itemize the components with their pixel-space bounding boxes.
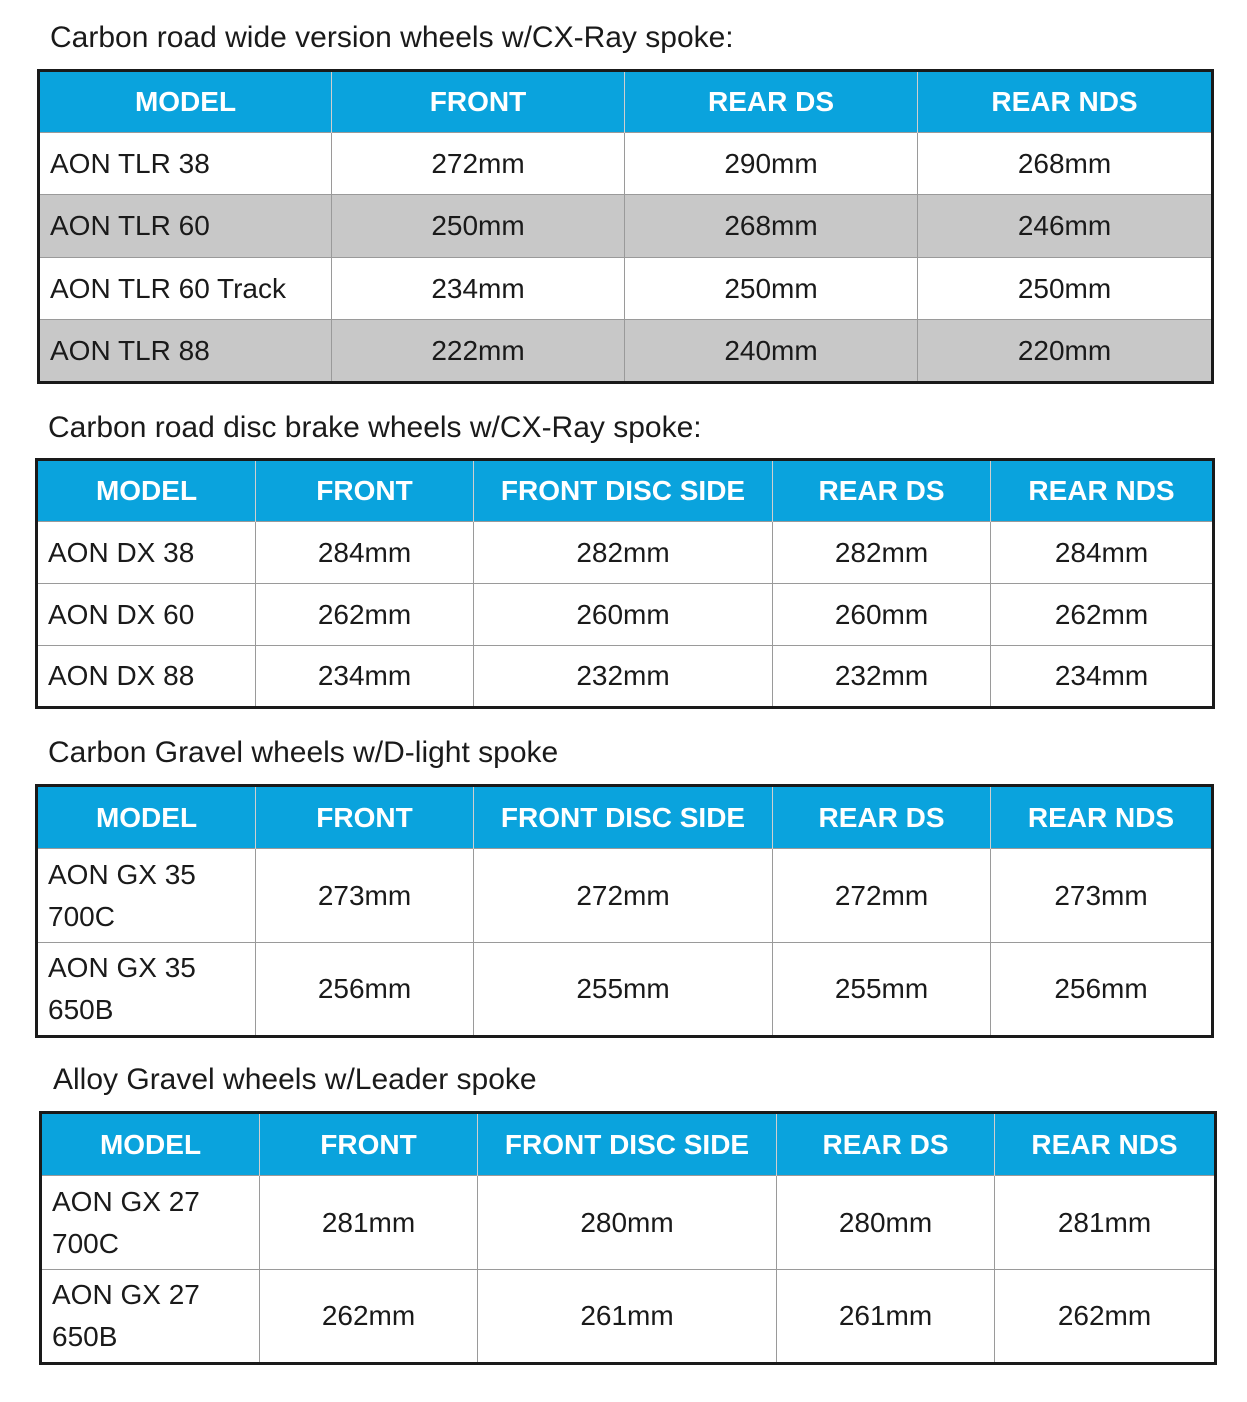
cell-rear-ds: 290mm bbox=[625, 133, 918, 195]
table-row bbox=[37, 943, 1213, 1037]
cell-model: AON TLR 60 Track bbox=[39, 258, 332, 320]
cell-rear-ds: 261mm bbox=[777, 1270, 995, 1364]
table-row bbox=[39, 133, 1213, 195]
col-header-model: MODEL bbox=[37, 460, 256, 522]
cell-rear-nds: 284mm bbox=[991, 522, 1214, 584]
cell-rear-nds: 273mm bbox=[991, 849, 1213, 943]
cell-rear-ds: 232mm bbox=[773, 646, 991, 708]
cell-front-disc-side: 280mm bbox=[478, 1176, 777, 1270]
section-title-alloy-gravel: Alloy Gravel wheels w/Leader spoke bbox=[53, 1063, 537, 1096]
table-row bbox=[39, 258, 1213, 320]
cell-rear-ds: 255mm bbox=[773, 943, 991, 1037]
table-row bbox=[37, 849, 1213, 943]
cell-model: AON TLR 38 bbox=[39, 133, 332, 195]
table-row bbox=[41, 1270, 1216, 1364]
cell-front: 281mm bbox=[260, 1176, 478, 1270]
cell-front-disc-side: 260mm bbox=[474, 584, 773, 646]
cell-model: AON TLR 60 bbox=[39, 195, 332, 258]
model-name: AON GX 35 bbox=[48, 952, 196, 983]
cell-model bbox=[41, 1176, 260, 1270]
cell-front: 273mm bbox=[256, 849, 474, 943]
col-header-model: MODEL bbox=[37, 786, 256, 849]
col-header-front-disc-side: FRONT DISC SIDE bbox=[478, 1113, 777, 1176]
cell-rear-nds: 220mm bbox=[918, 320, 1213, 383]
table-row bbox=[37, 584, 1214, 646]
col-header-front-disc-side: FRONT DISC SIDE bbox=[474, 786, 773, 849]
table-header-row bbox=[37, 460, 1214, 522]
cell-model: AON TLR 88 bbox=[39, 320, 332, 383]
table-row bbox=[41, 1176, 1216, 1270]
cell-rear-ds: 282mm bbox=[773, 522, 991, 584]
cell-model: AON DX 60 bbox=[37, 584, 256, 646]
col-header-front-disc-side: FRONT DISC SIDE bbox=[474, 460, 773, 522]
cell-model: AON DX 38 bbox=[37, 522, 256, 584]
col-header-rear-nds: REAR NDS bbox=[991, 786, 1213, 849]
cell-rear-nds: 268mm bbox=[918, 133, 1213, 195]
model-size: 700C bbox=[48, 900, 115, 932]
table-carbon-road-wide bbox=[37, 69, 1214, 384]
table-row bbox=[39, 195, 1213, 258]
col-header-model: MODEL bbox=[39, 71, 332, 133]
table-row bbox=[37, 646, 1214, 708]
col-header-rear-nds: REAR NDS bbox=[918, 71, 1213, 133]
col-header-rear-nds: REAR NDS bbox=[991, 460, 1214, 522]
cell-rear-nds: 256mm bbox=[991, 943, 1213, 1037]
table-header-row bbox=[41, 1113, 1216, 1176]
cell-front-disc-side: 261mm bbox=[478, 1270, 777, 1364]
cell-front: 272mm bbox=[332, 133, 625, 195]
cell-front: 222mm bbox=[332, 320, 625, 383]
model-name: AON GX 27 bbox=[52, 1185, 200, 1217]
cell-front: 262mm bbox=[260, 1270, 478, 1364]
cell-rear-ds: 250mm bbox=[625, 258, 918, 320]
cell-front: 256mm bbox=[256, 943, 474, 1037]
table-row bbox=[39, 320, 1213, 383]
cell-front: 262mm bbox=[256, 584, 474, 646]
model-size: 650B bbox=[48, 994, 114, 1025]
cell-front-disc-side: 282mm bbox=[474, 522, 773, 584]
table-alloy-gravel bbox=[39, 1111, 1217, 1365]
cell-rear-nds: 234mm bbox=[991, 646, 1214, 708]
col-header-rear-ds: REAR DS bbox=[777, 1113, 995, 1176]
col-header-front: FRONT bbox=[256, 786, 474, 849]
cell-rear-ds: 280mm bbox=[777, 1176, 995, 1270]
section-title-carbon-road-disc: Carbon road disc brake wheels w/CX-Ray spoke: bbox=[48, 411, 702, 444]
cell-rear-ds: 260mm bbox=[773, 584, 991, 646]
table-header-row bbox=[37, 786, 1213, 849]
cell-rear-nds: 246mm bbox=[918, 195, 1213, 258]
cell-front: 234mm bbox=[256, 646, 474, 708]
model-size: 650B bbox=[52, 1321, 118, 1352]
cell-model bbox=[37, 849, 256, 943]
model-name: AON GX 35 bbox=[48, 858, 196, 890]
col-header-front: FRONT bbox=[256, 460, 474, 522]
col-header-rear-ds: REAR DS bbox=[625, 71, 918, 133]
cell-model bbox=[41, 1270, 260, 1364]
model-name: AON GX 27 bbox=[52, 1279, 200, 1310]
cell-model bbox=[37, 943, 256, 1037]
cell-front: 234mm bbox=[332, 258, 625, 320]
cell-rear-nds: 250mm bbox=[918, 258, 1213, 320]
cell-rear-ds: 268mm bbox=[625, 195, 918, 258]
cell-front-disc-side: 255mm bbox=[474, 943, 773, 1037]
table-row bbox=[37, 522, 1214, 584]
cell-rear-nds: 262mm bbox=[991, 584, 1214, 646]
section-title-carbon-road-wide: Carbon road wide version wheels w/CX-Ray spoke: bbox=[50, 21, 734, 54]
cell-rear-nds: 281mm bbox=[995, 1176, 1216, 1270]
table-carbon-road-disc bbox=[35, 458, 1215, 709]
cell-front: 284mm bbox=[256, 522, 474, 584]
model-size: 700C bbox=[52, 1227, 119, 1259]
col-header-front: FRONT bbox=[332, 71, 625, 133]
cell-front-disc-side: 272mm bbox=[474, 849, 773, 943]
col-header-front: FRONT bbox=[260, 1113, 478, 1176]
col-header-rear-nds: REAR NDS bbox=[995, 1113, 1216, 1176]
section-title-carbon-gravel: Carbon Gravel wheels w/D-light spoke bbox=[48, 736, 559, 769]
cell-front-disc-side: 232mm bbox=[474, 646, 773, 708]
cell-rear-nds: 262mm bbox=[995, 1270, 1216, 1364]
table-carbon-gravel bbox=[35, 784, 1214, 1038]
cell-model: AON DX 88 bbox=[37, 646, 256, 708]
col-header-rear-ds: REAR DS bbox=[773, 460, 991, 522]
col-header-rear-ds: REAR DS bbox=[773, 786, 991, 849]
cell-rear-ds: 240mm bbox=[625, 320, 918, 383]
col-header-model: MODEL bbox=[41, 1113, 260, 1176]
table-header-row bbox=[39, 71, 1213, 133]
cell-front: 250mm bbox=[332, 195, 625, 258]
cell-rear-ds: 272mm bbox=[773, 849, 991, 943]
